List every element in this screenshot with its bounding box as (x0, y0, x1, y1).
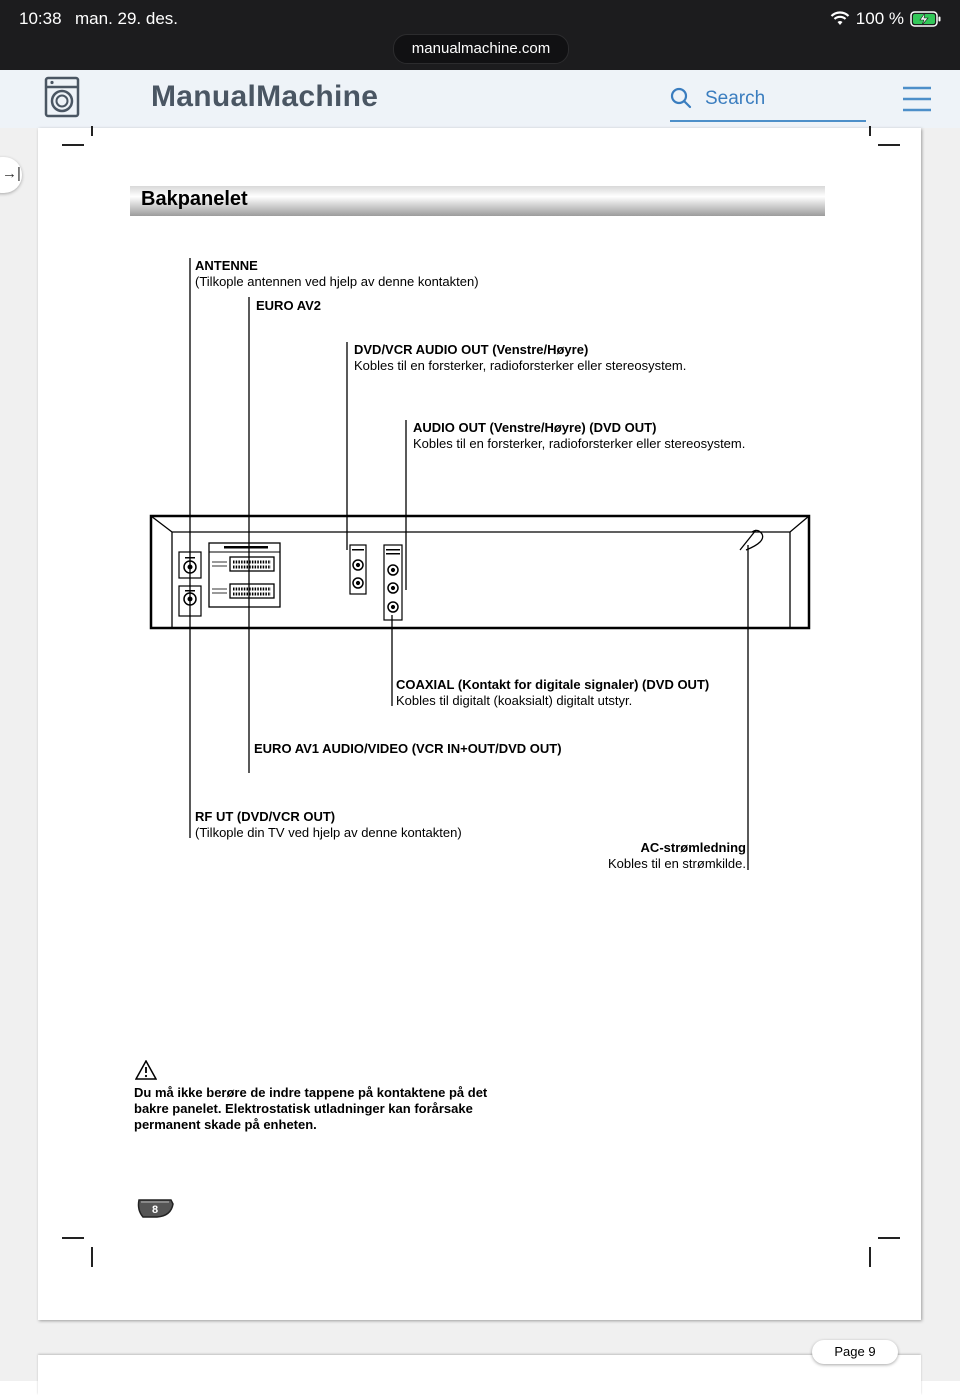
label-rf-ut (195, 809, 462, 841)
expand-sidebar-icon: →| (2, 165, 21, 182)
label-antenne-title: ANTENNE (195, 258, 258, 273)
label-antenne-desc: (Tilkople antennen ved hjelp av denne kontakten) (195, 274, 479, 289)
label-dvdvcr-audio-out (354, 342, 686, 374)
section-title: Bakpanelet (141, 188, 248, 210)
label-euro-av1 (254, 741, 562, 757)
label-coaxial-desc: Kobles til digitalt (koaksialt) digitalt utstyr. (396, 693, 633, 708)
label-euro-av2 (256, 298, 321, 314)
label-audio-out-desc: Kobles til en forsterker, radioforsterker eller stereosystem. (413, 436, 746, 451)
page-number-badge (135, 1196, 175, 1220)
warning-icon (135, 1060, 157, 1080)
label-rf-desc: (Tilkople din TV ved hjelp av denne kontakten) (195, 825, 462, 840)
status-time: 10:38 (19, 9, 62, 28)
label-ac-power (608, 840, 746, 872)
page-badge-number: 8 (151, 1204, 159, 1216)
warning-text: Du må ikke berøre de indre tappene på kontaktene på det bakre panelet. Elektrostatisk utladninger kan forårsake permanent skade på enheten. (134, 1085, 488, 1132)
brand-name[interactable]: ManualMachine (151, 80, 379, 113)
label-coaxial (396, 677, 709, 709)
search-label[interactable]: Search (705, 88, 766, 109)
label-ac-title: AC-strømledning (640, 840, 746, 855)
label-audio-out (413, 420, 745, 452)
label-euro-av2-title: EURO AV2 (256, 298, 322, 313)
label-dvdvcr-audio-title: DVD/VCR AUDIO OUT (Venstre/Høyre) (354, 342, 589, 357)
label-euro-av1-title: EURO AV1 AUDIO/VIDEO (VCR IN+OUT/DVD OUT) (254, 741, 562, 756)
label-coaxial-title: COAXIAL (Kontakt for digitale signaler) (DVD OUT) (396, 677, 710, 692)
status-date: man. 29. des. (75, 9, 179, 28)
page-indicator: Page 9 (812, 1340, 898, 1364)
label-audio-out-title: AUDIO OUT (Venstre/Høyre) (DVD OUT) (413, 420, 657, 435)
label-rf-title: RF UT (DVD/VCR OUT) (195, 809, 336, 824)
battery-percent: 100 % (855, 9, 904, 28)
label-antenne (195, 258, 479, 290)
url-bar[interactable]: manualmachine.com (393, 34, 569, 64)
label-dvdvcr-audio-desc: Kobles til en forsterker, radioforsterker eller stereosystem. (354, 358, 687, 373)
label-ac-desc: Kobles til en strømkilde. (608, 856, 746, 871)
